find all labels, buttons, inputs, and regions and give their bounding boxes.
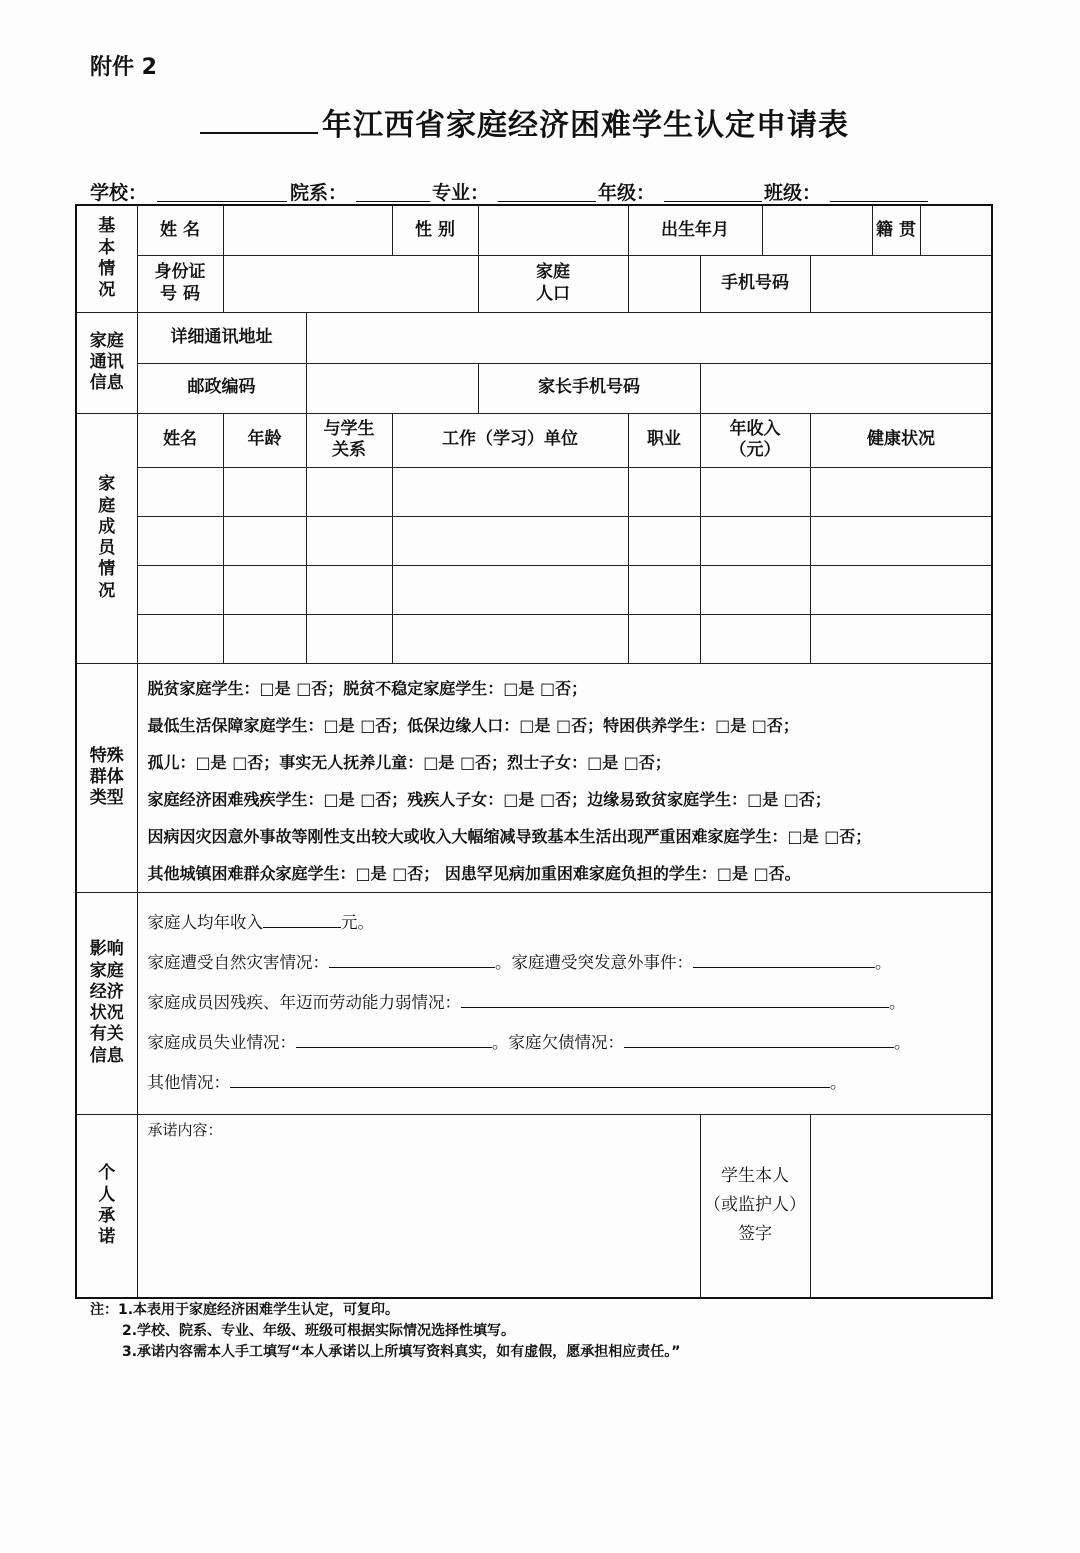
accident-label: 。家庭遭受突发意外事件：	[495, 952, 693, 972]
income-label: 家庭人均年收入	[147, 912, 263, 932]
gender-label: 性 别	[392, 205, 478, 255]
promise-content-label: 承诺内容：	[147, 1120, 223, 1139]
other-field[interactable]	[230, 1069, 830, 1088]
special-line: 最低生活保障家庭学生：□是 □否；低保边缘人口：□是 □否；特困供养学生：□是 □否；	[147, 715, 799, 735]
name-label: 姓 名	[137, 205, 223, 255]
member-cell[interactable]	[306, 467, 392, 516]
postcode-field[interactable]	[306, 363, 478, 413]
major-field[interactable]	[498, 201, 596, 202]
promise-section-label: 个人承诺	[76, 1114, 137, 1298]
influence-section-label: 影响家庭经济状况有关信息	[76, 892, 137, 1114]
member-cell[interactable]	[810, 614, 992, 663]
member-cell[interactable]	[810, 467, 992, 516]
school-field[interactable]	[157, 201, 287, 202]
special-group-options[interactable]	[137, 663, 992, 892]
major-label: 专业：	[432, 182, 490, 204]
origin-label: 籍 贯	[872, 205, 920, 255]
special-line: 孤儿：□是 □否；事实无人抚养儿童：□是 □否；烈士子女：□是 □否；	[147, 752, 671, 772]
unemployment-label: 家庭成员失业情况：	[147, 1032, 296, 1052]
member-cell[interactable]	[628, 565, 700, 614]
class-label: 班级：	[764, 182, 822, 204]
member-cell[interactable]	[700, 467, 810, 516]
member-cell[interactable]	[223, 467, 306, 516]
phone-label: 手机号码	[700, 255, 810, 312]
application-form	[75, 204, 993, 1299]
debt-label: 。家庭欠债情况：	[492, 1032, 624, 1052]
unemployment-field[interactable]	[296, 1029, 492, 1048]
member-cell[interactable]	[628, 614, 700, 663]
school-label: 学校：	[90, 182, 148, 204]
col-age: 年龄	[223, 413, 306, 467]
household-field[interactable]	[628, 255, 700, 312]
member-cell[interactable]	[700, 516, 810, 565]
member-cell[interactable]	[137, 516, 223, 565]
note-1: 注：1.本表用于家庭经济困难学生认定，可复印。	[90, 1302, 400, 1318]
class-field[interactable]	[830, 201, 928, 202]
other-label: 其他情况：	[147, 1072, 230, 1092]
basic-section-label: 基本情况	[76, 205, 137, 312]
page-title: 年江西省家庭经济困难学生认定申请表	[322, 108, 849, 143]
period: 。	[875, 952, 892, 972]
member-cell[interactable]	[223, 614, 306, 663]
income-field[interactable]	[263, 909, 341, 928]
id-label: 身份证 号 码	[137, 255, 223, 312]
postcode-label: 邮政编码	[137, 363, 306, 413]
table-row	[76, 614, 992, 663]
note-2: 2.学校、院系、专业、年级、班级可根据实际情况选择性填写。	[122, 1323, 516, 1339]
birth-label: 出生年月	[628, 205, 762, 255]
disaster-label: 家庭遭受自然灾害情况：	[147, 952, 329, 972]
special-section-label: 特殊群体类型	[76, 663, 137, 892]
col-relation: 与学生 关系	[306, 413, 392, 467]
member-cell[interactable]	[392, 565, 628, 614]
member-cell[interactable]	[700, 565, 810, 614]
member-cell[interactable]	[137, 614, 223, 663]
influence-info	[137, 892, 992, 1114]
grade-field[interactable]	[664, 201, 762, 202]
signature-label: 学生本人 （或监护人） 签字	[700, 1114, 810, 1298]
members-section-label: 家庭成员情况	[76, 413, 137, 663]
table-row	[76, 565, 992, 614]
address-label: 详细通讯地址	[137, 312, 306, 363]
gender-field[interactable]	[478, 205, 628, 255]
parent-phone-field[interactable]	[700, 363, 992, 413]
birth-field[interactable]	[762, 205, 872, 255]
department-label: 院系：	[290, 182, 348, 204]
member-cell[interactable]	[810, 565, 992, 614]
notes	[90, 1300, 680, 1363]
col-work: 工作（学习）单位	[392, 413, 628, 467]
table-row	[76, 467, 992, 516]
origin-field[interactable]	[920, 205, 992, 255]
parent-phone-label: 家长手机号码	[478, 363, 700, 413]
member-cell[interactable]	[306, 516, 392, 565]
member-cell[interactable]	[392, 614, 628, 663]
debt-field[interactable]	[624, 1029, 894, 1048]
household-label: 家庭 人口	[478, 255, 628, 312]
promise-content-field[interactable]	[137, 1114, 700, 1298]
disability-field[interactable]	[461, 989, 889, 1008]
period: 。	[889, 992, 906, 1012]
attachment-label: 附件 2	[90, 55, 157, 80]
name-field[interactable]	[223, 205, 392, 255]
member-cell[interactable]	[628, 467, 700, 516]
accident-field[interactable]	[693, 949, 875, 968]
member-cell[interactable]	[306, 614, 392, 663]
period: 。	[830, 1072, 847, 1092]
address-field[interactable]	[306, 312, 992, 363]
member-cell[interactable]	[137, 565, 223, 614]
col-health: 健康状况	[810, 413, 992, 467]
col-job: 职业	[628, 413, 700, 467]
col-name: 姓名	[137, 413, 223, 467]
member-cell[interactable]	[137, 467, 223, 516]
signature-field[interactable]	[810, 1114, 992, 1298]
year-blank[interactable]	[200, 132, 318, 134]
special-line: 家庭经济困难残疾学生：□是 □否；残疾人子女：□是 □否；边缘易致贫家庭学生：□是 □否；	[147, 789, 831, 809]
member-cell[interactable]	[223, 565, 306, 614]
member-cell[interactable]	[810, 516, 992, 565]
table-row	[76, 516, 992, 565]
disaster-field[interactable]	[329, 949, 495, 968]
col-income: 年收入 （元）	[700, 413, 810, 467]
contact-section-label: 家庭通讯信息	[76, 312, 137, 413]
phone-field[interactable]	[810, 255, 992, 312]
special-line: 脱贫家庭学生：□是 □否；脱贫不稳定家庭学生：□是 □否；	[147, 678, 588, 698]
grade-label: 年级：	[598, 182, 656, 204]
disability-label: 家庭成员因残疾、年迈而劳动能力弱情况：	[147, 992, 461, 1012]
note-3: 3.承诺内容需本人手工填写“本人承诺以上所填写资料真实，如有虚假，愿承担相应责任。”	[122, 1344, 681, 1360]
period: 。	[894, 1032, 911, 1052]
member-cell[interactable]	[628, 516, 700, 565]
special-line: 因病因灾因意外事故等刚性支出较大或收入大幅缩减导致基本生活出现严重困难家庭学生：□是 □否；	[147, 826, 872, 846]
member-cell[interactable]	[306, 565, 392, 614]
member-cell[interactable]	[700, 614, 810, 663]
id-field[interactable]	[223, 255, 478, 312]
member-cell[interactable]	[392, 516, 628, 565]
member-cell[interactable]	[392, 467, 628, 516]
member-cell[interactable]	[223, 516, 306, 565]
special-line: 其他城镇困难群众家庭学生：□是 □否； 因患罕见病加重困难家庭负担的学生：□是 □否。	[147, 863, 801, 883]
income-unit: 元。	[341, 912, 374, 932]
department-field[interactable]	[356, 201, 430, 202]
